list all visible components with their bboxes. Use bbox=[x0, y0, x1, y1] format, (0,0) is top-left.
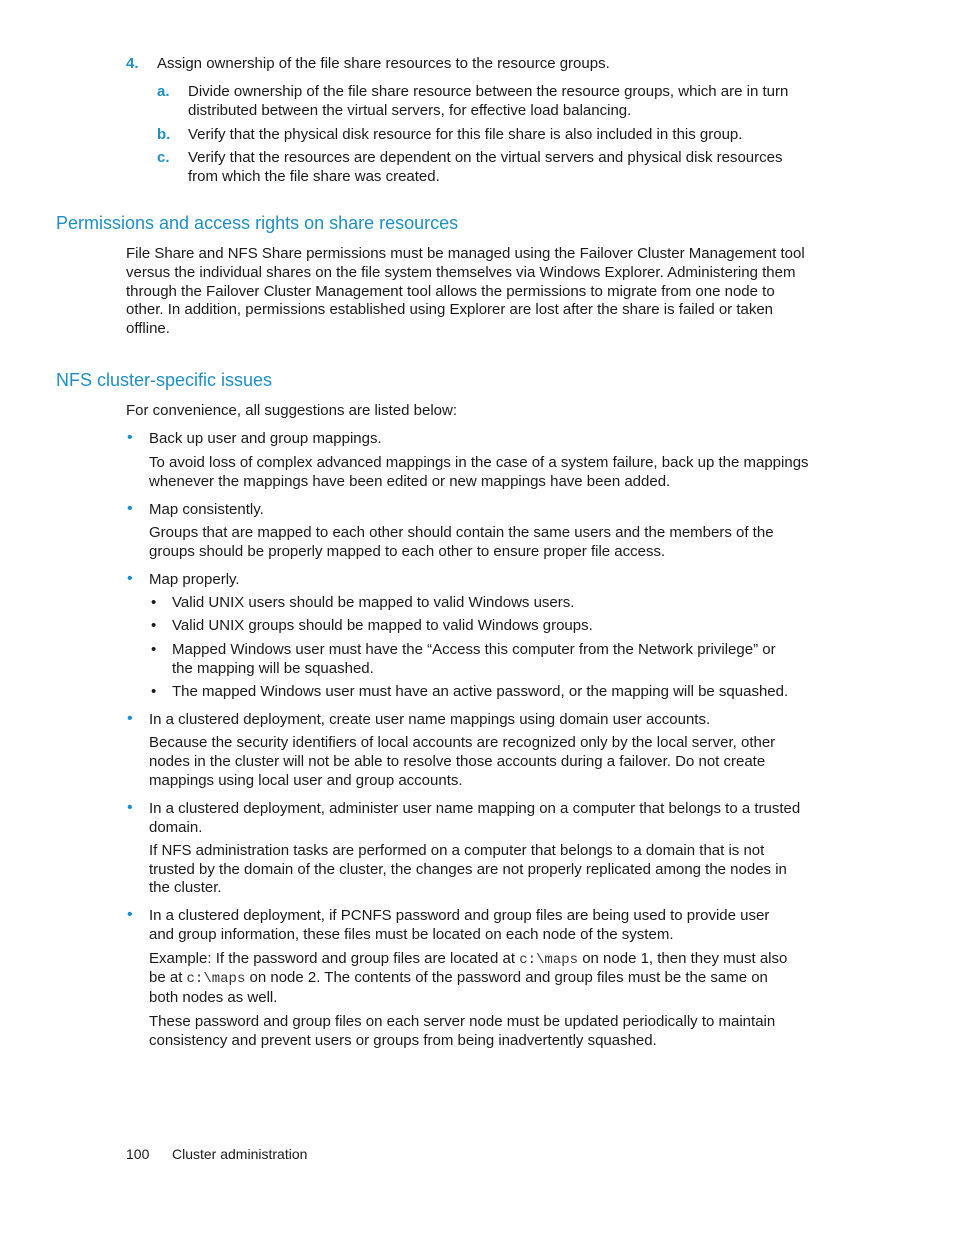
bullet-icon: • bbox=[127, 570, 133, 587]
bullet6-example-line2 bbox=[149, 968, 768, 989]
bullet5-title-line1: In a clustered deployment, administer user name mapping on a computer that belongs to a trusted bbox=[149, 800, 801, 817]
bullet3-title: Map properly. bbox=[149, 571, 240, 588]
section1-line5: offline. bbox=[126, 320, 170, 337]
bullet2-title: Map consistently. bbox=[149, 501, 264, 518]
section-heading-permissions: Permissions and access rights on share resources bbox=[56, 213, 459, 233]
substep-label-a: a. bbox=[157, 83, 170, 100]
path-code: c:\maps bbox=[519, 952, 579, 968]
bullet3-sub4: The mapped Windows user must have an active password, or the mapping will be squashed. bbox=[172, 683, 789, 700]
section1-line1: File Share and NFS Share permissions must be managed using the Failover Cluster Management tool bbox=[126, 245, 805, 262]
footer-chapter: Cluster administration bbox=[172, 1146, 308, 1162]
substep-a-line1: Divide ownership of the file share resource between the resource groups, which are in turn bbox=[188, 83, 789, 100]
example-text: Example: If the password and group files are located at bbox=[149, 950, 520, 967]
substep-a-line2: distributed between the virtual servers, for effective load balancing. bbox=[188, 102, 632, 119]
bullet3-sub3-line1: Mapped Windows user must have the “Access this computer from the Network privilege” or bbox=[172, 641, 776, 658]
section2-intro: For convenience, all suggestions are listed below: bbox=[126, 402, 458, 419]
bullet1-line1: To avoid loss of complex advanced mappings in the case of a system failure, back up the mappings bbox=[149, 454, 809, 471]
substep-c-line2: from which the file share was created. bbox=[188, 168, 440, 185]
bullet3-sub2: Valid UNIX groups should be mapped to valid Windows groups. bbox=[172, 617, 593, 634]
bullet6-title-line1: In a clustered deployment, if PCNFS password and group files are being used to provide user bbox=[149, 907, 770, 924]
bullet-icon: • bbox=[127, 906, 133, 923]
section1-line4: other. In addition, permissions established using Explorer are lost after the share is failed or taken bbox=[126, 301, 774, 318]
bullet6-line2: consistency and prevent users or groups from being inadvertently squashed. bbox=[149, 1032, 657, 1049]
example-text: be at bbox=[149, 969, 187, 986]
bullet5-line1: If NFS administration tasks are performed on a computer that belongs to a domain that is not bbox=[149, 842, 765, 859]
substep-label-b: b. bbox=[157, 126, 171, 143]
bullet-icon: • bbox=[127, 429, 133, 446]
example-text: on node 2. The contents of the password and group files must be the same on bbox=[245, 969, 768, 986]
sub-bullet-icon: • bbox=[151, 641, 157, 658]
bullet6-title-line2: and group information, these files must be located on each node of the system. bbox=[149, 926, 674, 943]
sub-bullet-icon: • bbox=[151, 594, 157, 611]
bullet6-example-line3: both nodes as well. bbox=[149, 989, 278, 1006]
bullet1-line2: whenever the mappings have been edited or new mappings have been added. bbox=[149, 473, 671, 490]
bullet4-title: In a clustered deployment, create user name mappings using domain user accounts. bbox=[149, 711, 711, 728]
section-heading-nfs: NFS cluster-specific issues bbox=[56, 370, 273, 390]
section1-line2: versus the individual shares on the file system themselves via Windows Explorer. Administering them bbox=[126, 264, 796, 281]
substep-c-line1: Verify that the resources are dependent on the virtual servers and physical disk resources bbox=[188, 149, 783, 166]
example-text: on node 1, then they must also bbox=[578, 950, 788, 967]
bullet-icon: • bbox=[127, 710, 133, 727]
bullet6-line1: These password and group files on each server node must be updated periodically to maintain bbox=[149, 1013, 776, 1030]
sub-bullet-icon: • bbox=[151, 683, 157, 700]
bullet5-line3: the cluster. bbox=[149, 879, 222, 896]
bullet2-line1: Groups that are mapped to each other should contain the same users and the members of the bbox=[149, 524, 774, 541]
bullet4-line3: mappings using local user and group accounts. bbox=[149, 772, 463, 789]
bullet2-line2: groups should be properly mapped to each other to ensure proper file access. bbox=[149, 543, 666, 560]
path-code: c:\maps bbox=[186, 971, 246, 987]
bullet-icon: • bbox=[127, 500, 133, 517]
substep-label-c: c. bbox=[157, 149, 170, 166]
bullet3-sub3-line2: the mapping will be squashed. bbox=[172, 660, 374, 677]
bullet5-title-line2: domain. bbox=[149, 819, 203, 836]
sub-bullet-icon: • bbox=[151, 617, 157, 634]
bullet6-example-line1 bbox=[149, 949, 787, 970]
substep-b-line1: Verify that the physical disk resource for this file share is also included in this group. bbox=[188, 126, 743, 143]
page-number: 100 bbox=[126, 1146, 150, 1162]
bullet1-title: Back up user and group mappings. bbox=[149, 430, 382, 447]
bullet5-line2: trusted by the domain of the cluster, the changes are not properly replicated among the nodes in bbox=[149, 861, 787, 878]
bullet3-sub1: Valid UNIX users should be mapped to valid Windows users. bbox=[172, 594, 575, 611]
step-number: 4. bbox=[126, 55, 139, 72]
bullet4-line2: nodes in the cluster will not be able to resolve those accounts during a failover. Do not create bbox=[149, 753, 766, 770]
bullet4-line1: Because the security identifiers of local accounts are recognized only by the local server, other bbox=[149, 734, 776, 751]
bullet-icon: • bbox=[127, 799, 133, 816]
step-text: Assign ownership of the file share resources to the resource groups. bbox=[157, 55, 610, 72]
section1-line3: through the Failover Cluster Management tool allows the permissions to migrate from one node to bbox=[126, 283, 775, 300]
